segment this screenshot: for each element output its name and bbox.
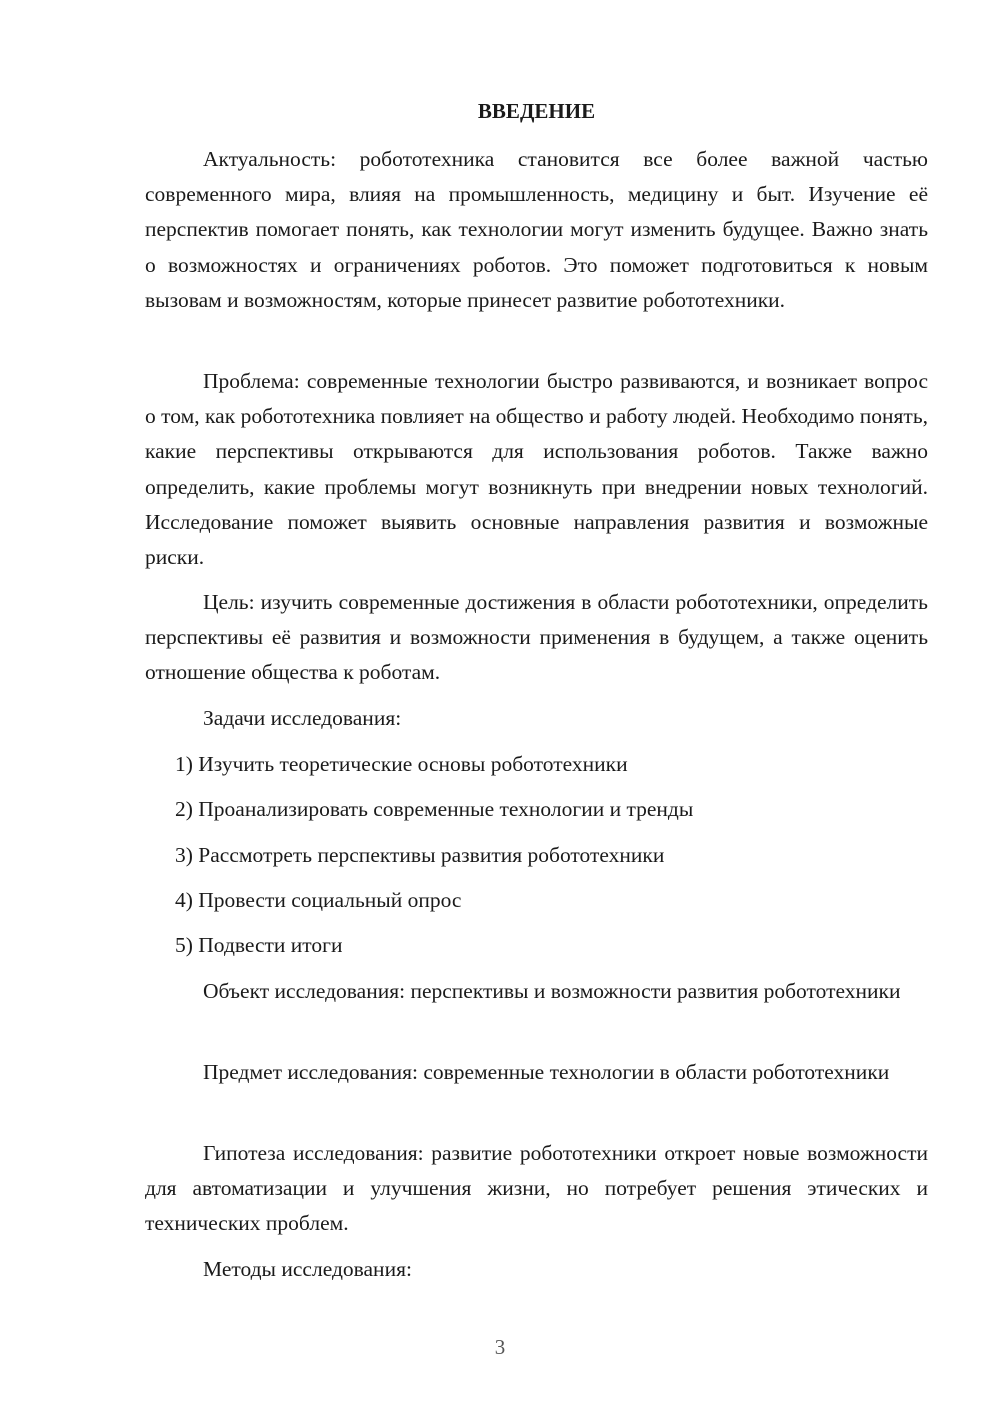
object-paragraph: Объект исследования: перспективы и возможности развития робототехники [203, 979, 901, 1003]
methods-heading: Методы исследования: [203, 1257, 412, 1281]
task-item: 1) Изучить теоретические основы робототехники [175, 752, 628, 776]
hypothesis-paragraph: Гипотеза исследования: развитие робототехники откроет новые возможности для автоматизации и улучшения жизни, но потребует решения этических и технических проблем. [145, 1141, 928, 1236]
task-item: 5) Подвести итоги [175, 933, 343, 957]
task-item: 3) Рассмотреть перспективы развития робототехники [175, 843, 665, 867]
tasks-heading: Задачи исследования: [203, 706, 402, 730]
task-item: 4) Провести социальный опрос [175, 888, 462, 912]
relevance-paragraph: Актуальность: робототехника становится все более важной частью современного мира, влияя на промышленность, медицину и быт. Изучение её перспектив помогает понять, как технологии могут изменить будущее. Важно знать о возможностях и ограничениях роботов. Это поможет подготовиться к новым вызовам и возможностям, которые принесет развитие робототехники. [145, 147, 928, 312]
subject-paragraph: Предмет исследования: современные технологии в области робототехники [203, 1060, 890, 1084]
problem-paragraph: Проблема: современные технологии быстро развиваются, и возникает вопрос о том, как робототехника повлияет на общество и работу людей. Необходимо понять, какие перспективы открываются для использования роботов. Также важно определить, какие проблемы могут возникнуть при внедрении новых технологий. Исследование поможет выявить основные направления развития и возможные риски. [145, 369, 928, 570]
task-item: 2) Проанализировать современные технологии и тренды [175, 797, 694, 821]
page-number: 3 [494, 1335, 506, 1359]
page-title: ВВЕДЕНИЕ [477, 99, 596, 123]
goal-paragraph: Цель: изучить современные достижения в области робототехники, определить перспективы её развития и возможности применения в будущем, а также оценить отношение общества к роботам. [145, 590, 928, 685]
